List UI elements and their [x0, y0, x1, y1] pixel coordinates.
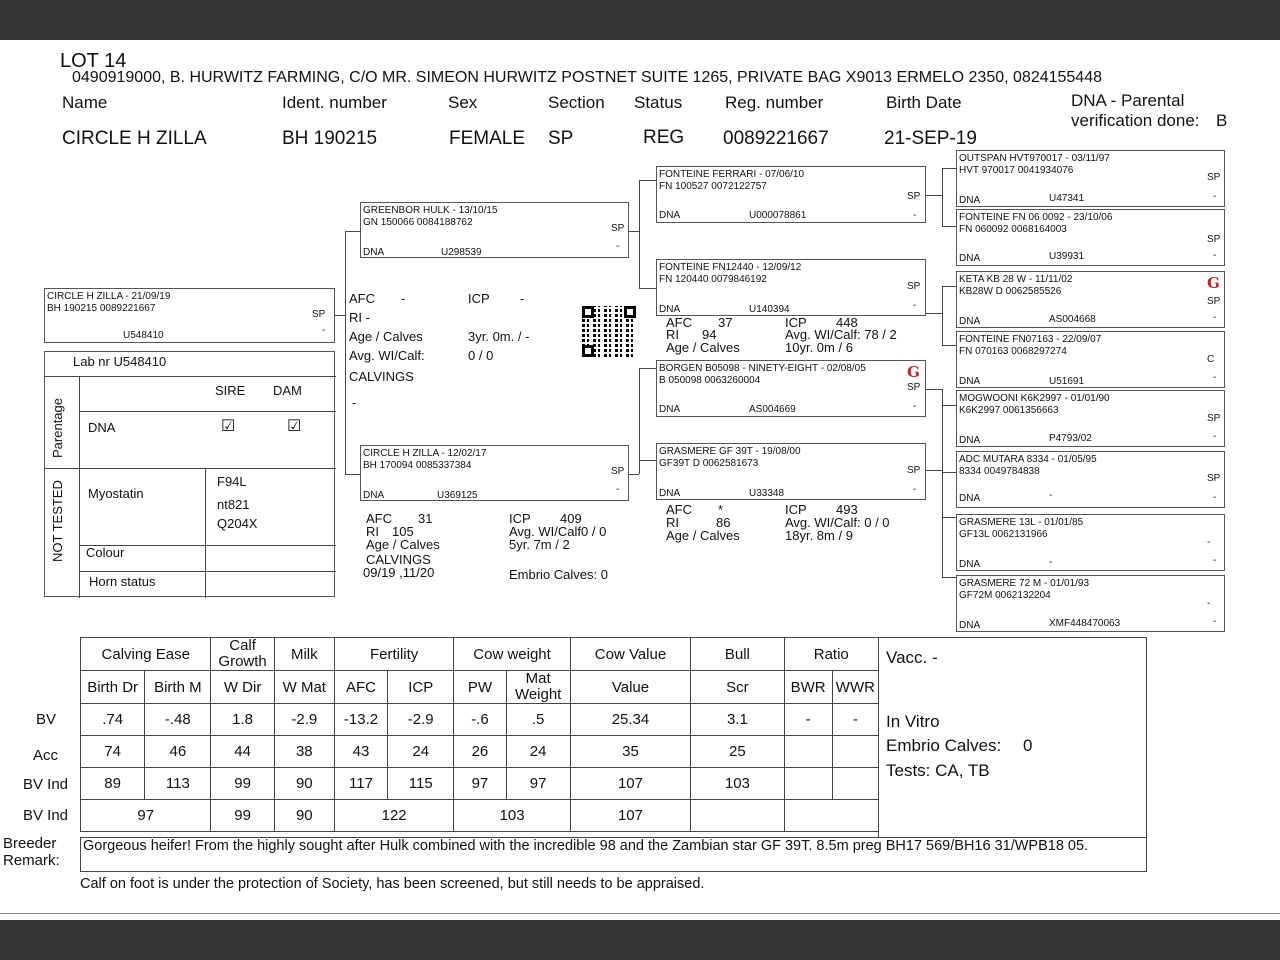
- grp-bull: Bull: [691, 638, 784, 671]
- cell: 122: [334, 800, 453, 832]
- lab-dna: DNA: [88, 420, 116, 435]
- grp-calving-ease: Calving Ease: [81, 638, 211, 671]
- gg-dna: DNA: [959, 435, 981, 446]
- gg-dna: DNA: [959, 376, 981, 387]
- dd-dna-value: U33348: [749, 488, 785, 499]
- gg-dna-value: XMF448470063: [1049, 618, 1121, 629]
- dam-calvings-value: 09/19 ,11/20: [363, 565, 435, 580]
- qr-finder-tl: [582, 306, 594, 318]
- cell: -2.9: [388, 704, 454, 736]
- cell: 38: [274, 736, 334, 768]
- grp-cow-value: Cow Value: [570, 638, 690, 671]
- sd-dna-value: U140394: [749, 304, 790, 315]
- dam-dna: DNA: [363, 490, 385, 501]
- gg-title: KETA KB 28 W - 11/11/02: [959, 274, 1073, 285]
- gg-ids: 8334 0049784838: [959, 466, 1040, 477]
- self-dna: U548410: [123, 330, 164, 341]
- cell: 97: [81, 800, 211, 832]
- cell: 1.8: [211, 704, 274, 736]
- cell: -.6: [454, 704, 506, 736]
- in-vitro: In Vitro: [886, 712, 940, 731]
- cell: 113: [145, 768, 211, 800]
- gg-box-5: [956, 451, 1225, 508]
- cell: 74: [81, 736, 145, 768]
- gg-sp: SP: [1207, 413, 1221, 424]
- dam-dna-value: U369125: [437, 490, 478, 501]
- gg-dna-value: AS004668: [1049, 314, 1096, 325]
- dd-afc-value: *: [718, 502, 724, 517]
- cell: [784, 736, 832, 768]
- gg-dna: DNA: [959, 620, 981, 631]
- cell: 26: [454, 736, 506, 768]
- gg-title: FONTEINE FN 06 0092 - 23/10/06: [959, 212, 1113, 223]
- ds-dna: DNA: [659, 404, 681, 415]
- remark-label: Remark:: [3, 852, 60, 869]
- sd-avg: Avg. WI/Calf: 78 / 2: [785, 327, 897, 342]
- afc-value: -: [401, 291, 406, 306]
- dd-ri-value: 86: [716, 515, 731, 530]
- sub-wwr: WWR: [832, 671, 878, 704]
- gg-box-0: [956, 150, 1225, 207]
- gg-dna-value: U51691: [1049, 376, 1085, 387]
- gg-ids: HVT 970017 0041934076: [959, 165, 1074, 176]
- self-title: CIRCLE H ZILLA - 21/09/19: [47, 291, 171, 302]
- sire-sire-box: [656, 166, 926, 223]
- grp-milk: Milk: [274, 638, 334, 671]
- lab-dam: DAM: [273, 383, 302, 398]
- dd-age-value: 18yr. 8m / 9: [785, 528, 853, 543]
- cell: -: [784, 704, 832, 736]
- sub-birth-m: Birth M: [145, 671, 211, 704]
- dam-afc-label: AFC: [366, 511, 392, 526]
- age-label: Age / Calves: [349, 329, 423, 344]
- dd-dash: -: [913, 484, 917, 495]
- sub-afc: AFC: [334, 671, 387, 704]
- cell: [784, 800, 878, 832]
- gg-title: GRASMERE 72 M - 01/01/93: [959, 578, 1090, 589]
- gg-ids: KB28W D 0062585526: [959, 286, 1062, 297]
- dam-dash: -: [616, 484, 620, 495]
- hdr-dna2: verification done:: [1071, 111, 1200, 130]
- lot-label: LOT 14: [60, 50, 127, 72]
- cell: 46: [145, 736, 211, 768]
- animal-reg: 0089221667: [723, 128, 829, 149]
- cell: 103: [454, 800, 570, 832]
- cell: 107: [570, 800, 690, 832]
- dam-calvings-label: CALVINGS: [366, 552, 431, 567]
- dd-title: GRASMERE GF 39T - 19/08/00: [659, 446, 801, 457]
- cell: 99: [211, 768, 274, 800]
- animal-status: REG: [643, 127, 685, 148]
- gg-dash: -: [1213, 431, 1217, 442]
- gg-dna: DNA: [959, 253, 981, 264]
- sd-ri-label: RI: [666, 327, 679, 342]
- myostatin-label: Myostatin: [88, 486, 144, 501]
- myostatin-nt821: nt821: [217, 497, 250, 512]
- sub-bwr: BWR: [784, 671, 832, 704]
- cell: .74: [81, 704, 145, 736]
- ds-ids: B 050098 0063260004: [659, 375, 761, 386]
- tests: Tests: CA, TB: [886, 761, 990, 780]
- gg-dna: DNA: [959, 493, 981, 504]
- dam-dna-checkbox: ☑: [287, 418, 302, 435]
- gg-dna: DNA: [959, 316, 981, 327]
- dam-ri-value: 105: [392, 524, 414, 539]
- top-bar: [0, 0, 1280, 40]
- sub-birth-dr: Birth Dr: [81, 671, 145, 704]
- row-label-acc: Acc: [33, 747, 59, 764]
- sub-pw: PW: [454, 671, 506, 704]
- cell: 115: [388, 768, 454, 800]
- qr-finder-tr: [624, 306, 636, 318]
- cell: 89: [81, 768, 145, 800]
- cell: -: [832, 704, 878, 736]
- age-value: 3yr. 0m. / -: [468, 329, 530, 344]
- gg-sp: C: [1207, 354, 1215, 365]
- embrio-calves-value: 0: [1023, 736, 1033, 755]
- gg-dna-value: U47341: [1049, 193, 1085, 204]
- gg-title: ADC MUTARA 8334 - 01/05/95: [959, 454, 1097, 465]
- self-ids: BH 190215 0089221667: [47, 303, 156, 314]
- gg-sp: SP: [1207, 296, 1221, 307]
- cell: [832, 768, 878, 800]
- icp-value: -: [520, 291, 525, 306]
- dd-ids: GF39T D 0062581673: [659, 458, 759, 469]
- ds-title: BORGEN B05098 - NINETY-EIGHT - 02/08/05: [659, 363, 866, 374]
- sub-icp: ICP: [388, 671, 454, 704]
- sd-dna: DNA: [659, 304, 681, 315]
- society-logo: G: [907, 363, 920, 381]
- sire-box: [360, 202, 629, 258]
- cell: 117: [334, 768, 387, 800]
- gg-dash: -: [1213, 191, 1217, 202]
- dam-age-label: Age / Calves: [366, 537, 440, 552]
- cell: [784, 768, 832, 800]
- society-logo: G: [1207, 274, 1220, 292]
- side-panel: [878, 637, 1147, 838]
- calvings-value: -: [352, 395, 357, 410]
- ds-sp: SP: [907, 382, 921, 393]
- dam-ids: BH 170094 0085337384: [363, 460, 472, 471]
- ds-dna-value: AS004669: [749, 404, 796, 415]
- cell: 103: [691, 768, 784, 800]
- hdr-section: Section: [548, 93, 605, 112]
- gg-dash: -: [1213, 492, 1217, 503]
- hdr-status: Status: [634, 93, 683, 112]
- dam-afc-value: 31: [418, 511, 433, 526]
- animal-name: CIRCLE H ZILLA: [62, 128, 207, 149]
- ss-ids: FN 100527 0072122757: [659, 181, 767, 192]
- cell: 24: [506, 736, 570, 768]
- sd-age-label: Age / Calves: [666, 340, 740, 355]
- self-pedigree-box: [44, 288, 335, 343]
- gg-dna-value: -: [1049, 557, 1053, 568]
- gg-box-7: [956, 575, 1225, 632]
- sire-dash: -: [616, 241, 620, 252]
- cell: [832, 736, 878, 768]
- cell: 43: [334, 736, 387, 768]
- dam-title: CIRCLE H ZILLA - 12/02/17: [363, 448, 487, 459]
- sd-afc-label: AFC: [666, 315, 692, 330]
- sd-age-value: 10yr. 0m / 6: [785, 340, 853, 355]
- grp-fertility: Fertility: [334, 638, 453, 671]
- dam-icp-value: 409: [560, 511, 582, 526]
- sd-sp: SP: [907, 281, 921, 292]
- self-dash: -: [322, 325, 326, 336]
- sire-dna-value: U298539: [441, 247, 482, 258]
- gg-dash: -: [1213, 250, 1217, 261]
- gg-title: GRASMERE 13L - 01/01/85: [959, 517, 1084, 528]
- lab-number: Lab nr U548410: [73, 354, 167, 369]
- gg-sp: SP: [1207, 234, 1221, 245]
- ss-sp: SP: [907, 191, 921, 202]
- dd-afc-label: AFC: [666, 502, 692, 517]
- gg-dna: DNA: [959, 559, 981, 570]
- row-bv: [81, 704, 879, 736]
- cell: 90: [274, 768, 334, 800]
- dam-embrio: Embrio Calves: 0: [509, 567, 608, 582]
- dd-icp-label: ICP: [785, 502, 807, 517]
- hdr-dna-value: B: [1216, 111, 1228, 130]
- row-acc: [81, 736, 879, 768]
- gg-sp: SP: [1207, 172, 1221, 183]
- sire-title: GREENBOR HULK - 13/10/15: [363, 205, 498, 216]
- horn-status-label: Horn status: [89, 574, 156, 589]
- gg-title: FONTEINE FN07163 - 22/09/07: [959, 334, 1102, 345]
- cell: 25: [691, 736, 784, 768]
- cell: 97: [454, 768, 506, 800]
- ss-dna-value: U000078861: [749, 210, 807, 221]
- sd-ids: FN 120440 0079846192: [659, 274, 767, 285]
- grp-calf-growth: Calf Growth: [211, 638, 274, 671]
- cell: 24: [388, 736, 454, 768]
- myostatin-q204x: Q204X: [217, 516, 258, 531]
- cell: 3.1: [691, 704, 784, 736]
- cell: -.48: [145, 704, 211, 736]
- breeder-label: Breeder: [3, 835, 57, 852]
- row-label-bv-ind-2: BV Ind: [23, 807, 69, 824]
- parentage-label: Parentage: [50, 398, 65, 458]
- row-bv-ind: [81, 768, 879, 800]
- gg-dash: -: [1213, 555, 1217, 566]
- sire-dna-checkbox: ☑: [221, 418, 236, 435]
- dam-box: [360, 445, 629, 501]
- calvings-label: CALVINGS: [349, 369, 414, 384]
- dam-sp: SP: [611, 466, 625, 477]
- avg-label: Avg. WI/Calf:: [349, 348, 425, 363]
- dd-icp-value: 493: [836, 502, 858, 517]
- gg-box-2: [956, 271, 1225, 328]
- dam-avg: Avg. WI/Calf0 / 0: [509, 524, 607, 539]
- gg-dash: -: [1213, 312, 1217, 323]
- sire-ids: GN 150066 0084188762: [363, 217, 473, 228]
- dam-dam-box: [656, 443, 926, 500]
- animal-sex: FEMALE: [449, 128, 526, 149]
- myostatin-f94l: F94L: [217, 474, 247, 489]
- animal-ident: BH 190215: [282, 128, 378, 149]
- dd-dna: DNA: [659, 488, 681, 499]
- gg-box-6: [956, 514, 1225, 571]
- vacc: Vacc. -: [886, 648, 938, 667]
- footer-note: Calf on foot is under the protection of Society, has been screened, but still needs to be appraised.: [80, 876, 705, 892]
- dd-ri-label: RI: [666, 515, 679, 530]
- dam-ri-label: RI: [366, 524, 379, 539]
- dd-age-label: Age / Calves: [666, 528, 740, 543]
- afc-label: AFC: [349, 291, 375, 306]
- icp-label: ICP: [468, 291, 490, 306]
- hdr-reg: Reg. number: [725, 93, 824, 112]
- dd-avg: Avg. WI/Calf: 0 / 0: [785, 515, 890, 530]
- hdr-name: Name: [62, 93, 108, 112]
- breeder-remark: Gorgeous heifer! From the highly sought after Hulk combined with the incredible 98 and the Zambian star GF 39T. 8.5m preg BH17 569/BH16 31/WPB18 05.: [83, 838, 1089, 854]
- cell: 90: [274, 800, 334, 832]
- cell: 35: [570, 736, 690, 768]
- lab-sire: SIRE: [215, 383, 246, 398]
- animal-section: SP: [548, 128, 574, 149]
- ss-dna: DNA: [659, 210, 681, 221]
- dam-age-value: 5yr. 7m / 2: [509, 537, 570, 552]
- qr-finder-bl: [582, 345, 594, 357]
- gg-ids: GF72M 0062132204: [959, 590, 1051, 601]
- hdr-sex: Sex: [448, 93, 478, 112]
- gg-dash: -: [1213, 372, 1217, 383]
- ss-title: FONTEINE FERRARI - 07/06/10: [659, 169, 805, 180]
- cell: 107: [570, 768, 690, 800]
- dam-sire-box: [656, 360, 926, 417]
- hdr-dna: DNA - Parental: [1071, 91, 1185, 110]
- owner-line: 0490919000, B. HURWITZ FARMING, C/O MR. SIMEON HURWITZ POSTNET SUITE 1265, PRIVATE BAG X9013 ERMELO 2350, 0824155448: [72, 69, 1102, 86]
- hdr-ident: Ident. number: [282, 93, 387, 112]
- sd-ri-value: 94: [702, 327, 717, 342]
- row-bv-ind-2: [81, 800, 879, 832]
- sd-afc-value: 37: [718, 315, 733, 330]
- gg-dna: DNA: [959, 195, 981, 206]
- sub-scr: Scr: [691, 671, 784, 704]
- gg-ids: GF13L 0062131966: [959, 529, 1048, 540]
- gg-dna-value: -: [1049, 490, 1053, 501]
- sd-icp-value: 448: [836, 315, 858, 330]
- gg-dna-value: U39931: [1049, 251, 1085, 262]
- gg-box-3: [956, 331, 1225, 388]
- gg-sp: -: [1207, 598, 1211, 609]
- hdr-birth: Birth Date: [886, 93, 962, 112]
- divider: [0, 913, 1280, 914]
- grp-cow-weight: Cow weight: [454, 638, 570, 671]
- gg-ids: FN 070163 0068297274: [959, 346, 1067, 357]
- ri-label: RI -: [349, 310, 370, 325]
- cell: 25.34: [570, 704, 690, 736]
- sub-w-mat: W Mat: [274, 671, 334, 704]
- lab-table: [44, 351, 335, 597]
- sub-value: Value: [570, 671, 690, 704]
- embrio-calves: Embrio Calves:: [886, 736, 1002, 755]
- performance-table: [80, 637, 879, 832]
- gg-box-1: [956, 209, 1225, 266]
- remark-box: [80, 837, 1147, 872]
- self-sp: SP: [312, 309, 326, 320]
- gg-ids: K6K2997 0061356663: [959, 405, 1059, 416]
- row-label-bv-ind: BV Ind: [23, 776, 69, 793]
- gg-title: MOGWOONI K6K2997 - 01/01/90: [959, 393, 1110, 404]
- gg-ids: FN 060092 0068164003: [959, 224, 1067, 235]
- sire-dam-box: [656, 259, 926, 316]
- gg-dash: -: [1213, 616, 1217, 627]
- row-label-bv: BV: [36, 711, 57, 728]
- ss-dash: -: [913, 210, 917, 221]
- dam-icp-label: ICP: [509, 511, 531, 526]
- gg-box-4: [956, 390, 1225, 447]
- gg-sp: SP: [1207, 473, 1221, 484]
- sub-w-dir: W Dir: [211, 671, 274, 704]
- cell: [691, 800, 784, 832]
- ds-dash: -: [913, 401, 917, 412]
- sire-sp: SP: [611, 223, 625, 234]
- cell: .5: [506, 704, 570, 736]
- not-tested-label: NOT TESTED: [50, 480, 65, 562]
- colour-label: Colour: [86, 545, 125, 560]
- avg-value: 0 / 0: [468, 348, 494, 363]
- cell: -13.2: [334, 704, 387, 736]
- sub-mat-weight: Mat Weight: [506, 671, 570, 704]
- cell: 99: [211, 800, 274, 832]
- grp-ratio: Ratio: [784, 638, 878, 671]
- cell: 44: [211, 736, 274, 768]
- gg-title: OUTSPAN HVT970017 - 03/11/97: [959, 153, 1110, 164]
- gg-dna-value: P4793/02: [1049, 433, 1092, 444]
- cell: 97: [506, 768, 570, 800]
- sire-dna: DNA: [363, 247, 385, 258]
- sd-title: FONTEINE FN12440 - 12/09/12: [659, 262, 802, 273]
- sd-dash: -: [913, 300, 917, 311]
- sd-icp-label: ICP: [785, 315, 807, 330]
- gg-sp: -: [1207, 537, 1211, 548]
- dd-sp: SP: [907, 465, 921, 476]
- animal-birth: 21-SEP-19: [884, 128, 977, 149]
- bottom-bar: [0, 920, 1280, 960]
- cell: -2.9: [274, 704, 334, 736]
